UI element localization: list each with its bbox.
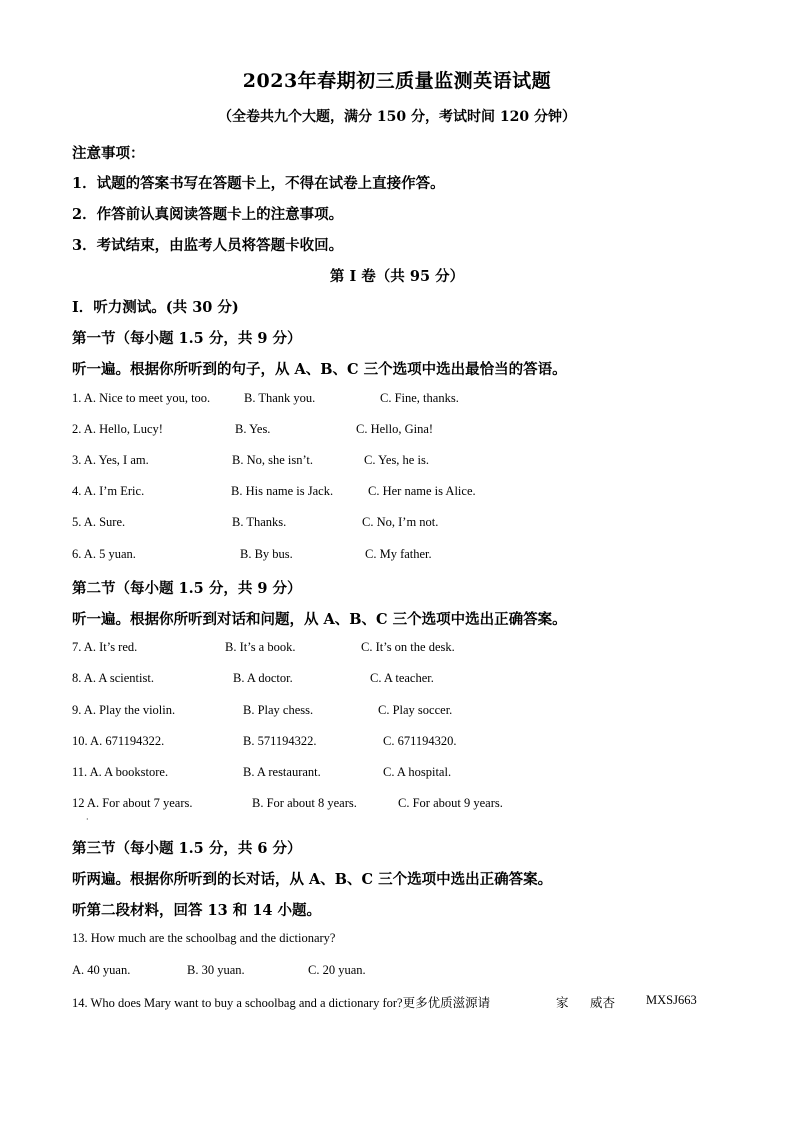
q4-option-c: C. Her name is Alice.: [368, 484, 476, 498]
q6-option-a: 6. A. 5 yuan.: [72, 547, 136, 561]
q4-option-a: 4. A. I’m Eric.: [72, 484, 145, 498]
q13-stem: 13. How much are the schoolbag and the dictionary?: [72, 931, 336, 945]
q3-option-a: 3. A. Yes, I am.: [72, 453, 149, 467]
section3-heading: 第三节（每小题 1.5 分，共 6 分）: [72, 840, 302, 857]
part1-heading: I．听力测试。(共 30 分): [72, 299, 239, 316]
q5-option-c: C. No, I’m not.: [362, 515, 439, 529]
q9-option-a: 9. A. Play the violin.: [72, 703, 176, 717]
q11-option-c: C. A hospital.: [383, 765, 452, 779]
q8-option-a: 8. A. A scientist.: [72, 671, 154, 685]
note-item-2: 2．作答前认真阅读答题卡上的注意事项。: [72, 206, 344, 223]
q14-tail-1: 家: [556, 996, 569, 1010]
q12-option-b: B. For about 8 years.: [252, 796, 357, 810]
q10-option-c: C. 671194320.: [383, 734, 457, 748]
section3-instruction: 听两遍。根据你所听到的长对话，从 A、B、C 三个选项中选出正确答案。: [72, 871, 553, 888]
q11-option-a: 11. A. A bookstore.: [72, 765, 169, 779]
q13-option-b: B. 30 yuan.: [187, 963, 245, 977]
note-item-1: 1．试题的答案书写在答题卡上，不得在试卷上直接作答。: [72, 175, 445, 192]
q1-option-a: 1. A. Nice to meet you, too.: [72, 391, 211, 405]
q2-option-c: C. Hello, Gina!: [356, 422, 434, 436]
q2-option-b: B. Yes.: [235, 422, 271, 436]
stray-dot: ·: [86, 815, 89, 824]
section2-instruction: 听一遍。根据你所听到对话和问题，从 A、B、C 三个选项中选出正确答案。: [72, 611, 567, 628]
q14-tail-2: 威杏: [590, 996, 616, 1010]
q1-option-c: C. Fine, thanks.: [380, 391, 459, 405]
q7-option-c: C. It’s on the desk.: [361, 640, 455, 654]
section3-material: 听第二段材料，回答 13 和 14 小题。: [72, 902, 322, 919]
q14-tail-3: MXSJ663: [646, 993, 697, 1007]
q10-option-b: B. 571194322.: [243, 734, 317, 748]
q9-option-b: B. Play chess.: [243, 703, 314, 717]
q4-option-b: B. His name is Jack.: [231, 484, 334, 498]
q14-stem: 14. Who does Mary want to buy a schoolbag and a dictionary for?更多优质滋源请: [72, 996, 491, 1010]
section2-heading: 第二节（每小题 1.5 分，共 9 分）: [72, 580, 302, 597]
q3-option-c: C. Yes, he is.: [364, 453, 429, 467]
notes-heading: 注意事项：: [72, 145, 145, 162]
q7-option-b: B. It’s a book.: [225, 640, 296, 654]
q7-option-a: 7. A. It’s red.: [72, 640, 138, 654]
q12-option-c: C. For about 9 years.: [398, 796, 503, 810]
q13-option-a: A. 40 yuan.: [72, 963, 131, 977]
volume-heading: 第 I 卷（共 95 分）: [329, 268, 465, 285]
q2-option-a: 2. A. Hello, Lucy!: [72, 422, 163, 436]
q12-option-a: 12 A. For about 7 years.: [72, 796, 193, 810]
q6-option-b: B. By bus.: [240, 547, 293, 561]
q8-option-c: C. A teacher.: [370, 671, 434, 685]
q13-option-c: C. 20 yuan.: [308, 963, 366, 977]
q11-option-b: B. A restaurant.: [243, 765, 321, 779]
q1-option-b: B. Thank you.: [244, 391, 316, 405]
q9-option-c: C. Play soccer.: [378, 703, 453, 717]
q10-option-a: 10. A. 671194322.: [72, 734, 165, 748]
exam-title: 2023年春期初三质量监测英语试题: [242, 70, 552, 92]
q5-option-a: 5. A. Sure.: [72, 515, 126, 529]
exam-subtitle: （全卷共九个大题，满分 150 分，考试时间 120 分钟）: [218, 109, 576, 125]
note-item-3: 3．考试结束，由监考人员将答题卡收回。: [72, 237, 344, 254]
section1-instruction: 听一遍。根据你所听到的句子，从 A、B、C 三个选项中选出最恰当的答语。: [72, 361, 567, 378]
q8-option-b: B. A doctor.: [233, 671, 293, 685]
q3-option-b: B. No, she isn’t.: [232, 453, 314, 467]
q5-option-b: B. Thanks.: [232, 515, 287, 529]
section1-heading: 第一节（每小题 1.5 分，共 9 分）: [72, 330, 302, 347]
q6-option-c: C. My father.: [365, 547, 432, 561]
